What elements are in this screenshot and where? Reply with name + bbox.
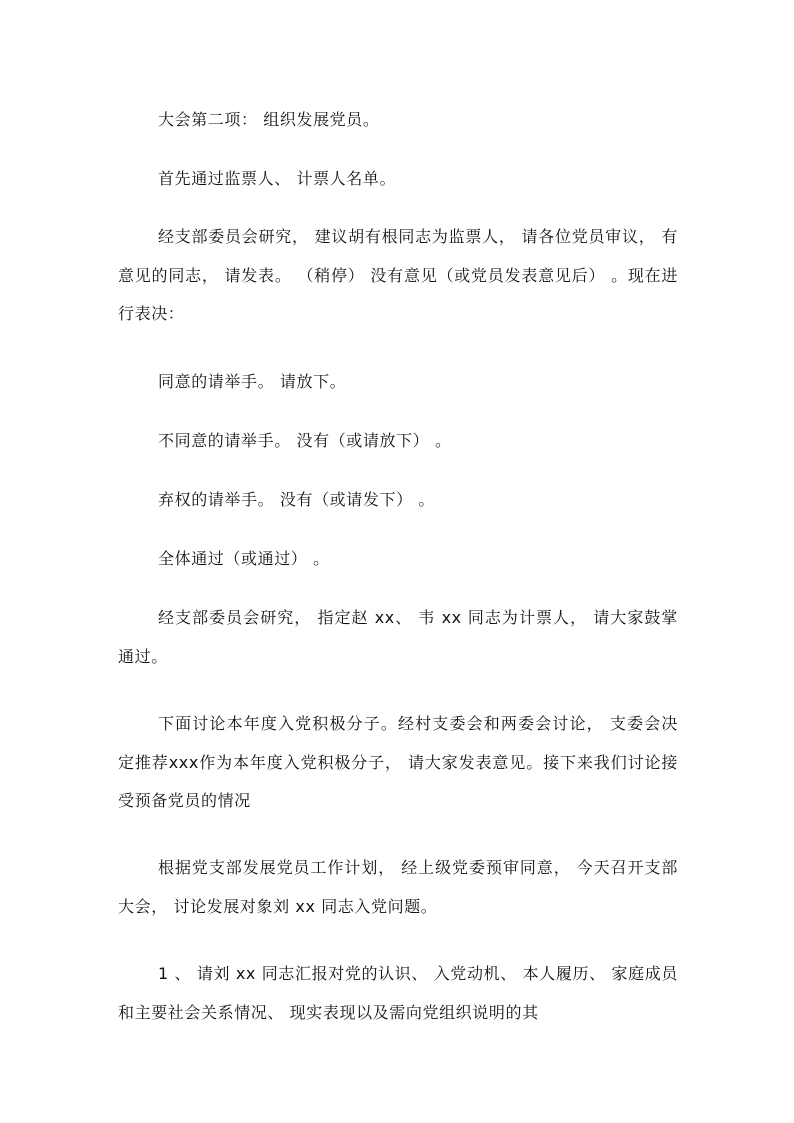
paragraph-counter-designation: 经支部委员会研究， 指定赵 xx、 韦 xx 同志为计票人， 请大家鼓掌通过。 [118,608,678,666]
paragraph-report-request: 1 、 请刘 xx 同志汇报对党的认识、 入党动机、 本人履历、 家庭成员和主要社会关系情况、 现实表现以及需向党组织说明的其 [118,964,678,1022]
paragraph-activist-discussion: 下面讨论本年度入党积极分子。经村支委会和两委会讨论， 支委会决定推荐xxx作为本年度入党积极分子， 请大家发表意见。接下来我们讨论接受预备党员的情况 [118,714,678,810]
paragraph-vote-against: 不同意的请举手。 没有（或请放下） 。 [158,431,452,450]
paragraph-scrutineer-proposal: 经支部委员会研究， 建议胡有根同志为监票人， 请各位党员审议， 有意见的同志， 请发表。 （稍停） 没有意见（或党员发表意见后） 。现在进行表决： [118,227,678,323]
paragraph-development-plan: 根据党支部发展党员工作计划， 经上级党委预审同意， 今天召开支部大会， 讨论发展对象刘 xx 同志入党问题。 [118,858,678,916]
paragraph-all-passed: 全体通过（或通过） 。 [158,549,330,568]
paragraph-vote-abstain: 弃权的请举手。 没有（或请发下） 。 [158,490,435,509]
paragraph-agenda-item-two: 大会第二项： 组织发展党员。 [158,110,380,129]
paragraph-approve-tellers: 首先通过监票人、 计票人名单。 [158,169,397,188]
paragraph-vote-in-favor: 同意的请举手。 请放下。 [158,372,347,391]
